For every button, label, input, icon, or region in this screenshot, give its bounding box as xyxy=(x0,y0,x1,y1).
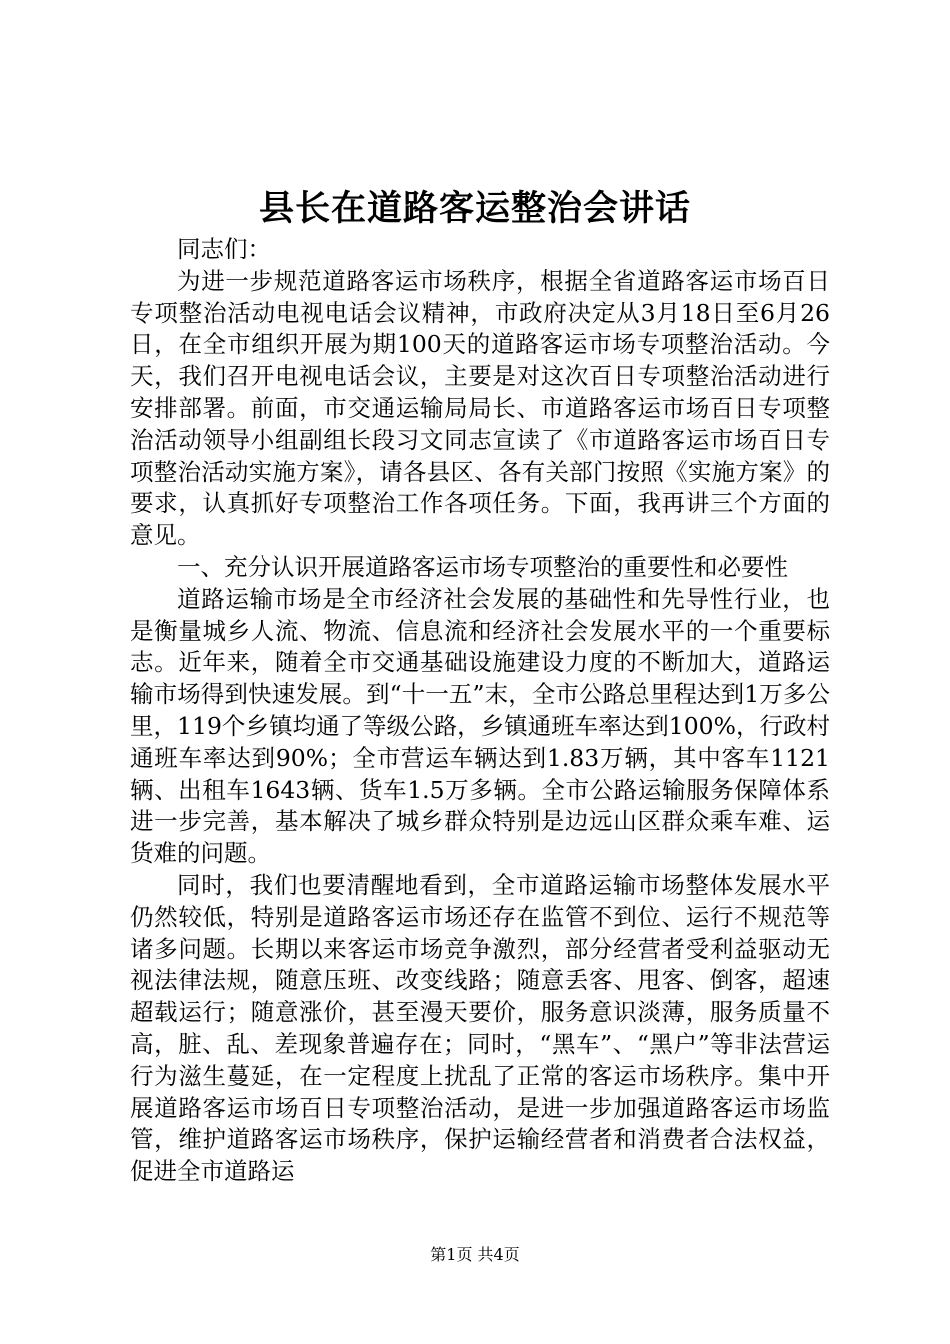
paragraph-background: 道路运输市场是全市经济社会发展的基础性和先导性行业，也是衡量城乡人流、物流、信息流和经济社会发展水平的一个重要标志。近年来，随着全市交通基础设施建设力度的不断加大，道路运输市场得到快速发展。到“十一五”末，全市公路总里程达到1万多公里，119个乡镇均通了等级公路，乡镇通班车率达到100%，行政村通班车率达到90%；全市营运车辆达到1.83万辆，其中客车1121辆、出租车1643辆、货车1.5万多辆。全市公路运输服务保障体系进一步完善，基本解决了城乡群众特别是边远山区群众乘车难、运货难的问题。 xyxy=(130,584,830,868)
page-number-footer: 第1页 共4页 xyxy=(430,1245,520,1264)
salutation: 同志们： xyxy=(177,235,271,263)
paragraph-problems: 同时，我们也要清醒地看到，全市道路运输市场整体发展水平仍然较低，特别是道路客运市场还存在监管不到位、运行不规范等诸多问题。长期以来客运市场竞争激烈，部分经营者受利益驱动无视法律法规，随意压班、改变线路；随意丢客、甩客、倒客，超速超载运行；随意涨价，甚至漫天要价，服务意识淡薄，服务质量不高，脏、乱、差现象普遍存在；同时，“黑车”、“黑户”等非法营运行为滋生蔓延，在一定程度上扰乱了正常的客运市场秩序。集中开展道路客运市场百日专项整治活动，是进一步加强道路客运市场监管，维护道路客运市场秩序，保护运输经营者和消费者合法权益，促进全市道路运 xyxy=(130,870,830,1186)
paragraph-intro: 为进一步规范道路客运市场秩序，根据全省道路客运市场百日专项整治活动电视电话会议精神，市政府决定从3月18日至6月26日，在全市组织开展为期100天的道路客运市场专项整治活动。今天，我们召开电视电话会议，主要是对这次百日专项整治活动进行安排部署。前面，市交通运输局局长、市道路客运市场百日专项整治活动领导小组副组长段习文同志宣读了《市道路客运市场百日专项整治活动实施方案》，请各县区、各有关部门按照《实施方案》的要求，认真抓好专项整治工作各项任务。下面，我再讲三个方面的意见。 xyxy=(130,266,830,550)
section-heading-1: 一、充分认识开展道路客运市场专项整治的重要性和必要性 xyxy=(177,552,788,581)
document-body xyxy=(130,234,830,1188)
document-title: 县长在道路客运整治会讲话 xyxy=(258,188,691,229)
